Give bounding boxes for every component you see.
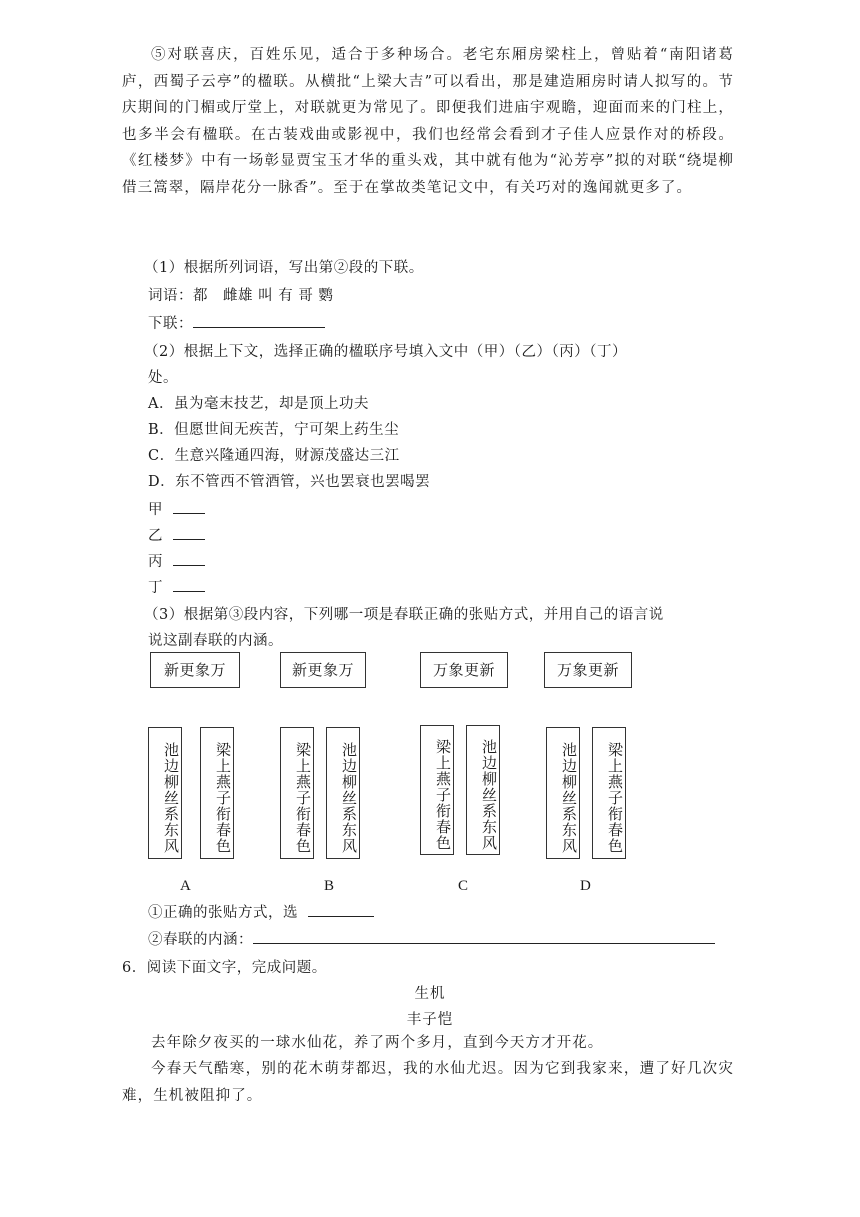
q2-blank-bing [148,550,205,571]
q3-sub2 [148,928,715,949]
q1-prompt: （1）根据所列词语，写出第②段的下联。 [144,260,424,276]
article-paragraph-2: 今春天气酷寒，别的花木萌芽都迟，我的水仙尤迟。因为它到我家来，遭了好几次灾难，生机被阻抑了。 [122,1061,734,1104]
q2-blank-label: 甲 [148,502,163,518]
option-label: D [580,878,591,894]
article-paragraph-1: 去年除夕夜买的一球水仙花，养了两个多月，直到今天方才开花。 [151,1035,604,1051]
option-label: C [458,878,469,894]
q2-option-b: B．但愿世间无疾苦，宁可架上药生尘 [148,422,400,438]
q2-prompt-line1: （2）根据上下文，选择正确的楹联序号填入文中（甲）（乙）（丙）（丁） [144,344,627,360]
right-scroll: 池边柳丝系东风 [326,727,360,859]
couplet-option-a [148,652,244,902]
right-scroll: 池边柳丝系东风 [466,725,500,855]
q2-option-d: D．东不管西不管酒管，兴也罢衰也罢喝罢 [148,474,431,490]
left-scroll: 梁上燕子衔春色 [280,727,314,859]
option-label: A [180,878,191,894]
right-scroll: 梁上燕子衔春色 [200,727,234,859]
horizontal-scroll: 万象更新 [544,652,632,688]
left-scroll: 池边柳丝系东风 [546,727,580,859]
q3-sub1 [148,901,374,922]
article-title: 生机 [414,986,446,1002]
q3-prompt-line1: （3）根据第③段内容，下列哪一项是春联正确的张贴方式，并用自己的语言说 [144,607,664,623]
q2-blank-label: 丁 [148,580,163,596]
q1-answer-label: 下联： [148,316,193,332]
q3-sub1-blank[interactable] [308,902,374,917]
q2-answer-blank[interactable] [173,499,205,514]
left-scroll: 梁上燕子衔春色 [420,725,454,855]
q1-answer-blank[interactable] [193,313,325,328]
horizontal-scroll: 新更象万 [150,652,240,688]
q2-answer-blank[interactable] [173,551,205,566]
option-label: B [324,878,335,894]
q6-heading: 6．阅读下面文字，完成问题。 [122,960,327,976]
horizontal-scroll: 新更象万 [280,652,366,688]
q3-prompt-line2: 说这副春联的内涵。 [148,633,283,649]
right-scroll: 梁上燕子衔春色 [592,727,626,859]
couplet-option-c [418,652,522,902]
q3-sub1-label: ①正确的张贴方式，选 [148,905,298,921]
q3-sub2-blank[interactable] [253,929,715,944]
q2-blank-yi [148,524,205,545]
q2-blank-jia [148,498,205,519]
q2-blank-label: 乙 [148,528,163,544]
left-scroll: 池边柳丝系东风 [148,727,182,859]
q2-option-c: C．生意兴隆通四海，财源茂盛达三江 [148,448,400,464]
horizontal-scroll: 万象更新 [420,652,508,688]
q2-answer-blank[interactable] [173,525,205,540]
q2-answer-blank[interactable] [173,577,205,592]
q2-option-a: A．虽为毫末技艺，却是顶上功夫 [148,396,369,412]
q3-sub2-label: ②春联的内涵： [148,932,253,948]
q1-answer-line [148,312,325,333]
couplet-option-d [544,652,648,902]
q2-prompt-line2: 处。 [148,370,178,386]
q1-words: 词语：都 雌雄 叫 有 哥 鹦 [148,288,334,304]
article-author: 丰子恺 [406,1012,454,1028]
couplet-option-b [278,652,382,902]
q2-blank-label: 丙 [148,554,163,570]
paragraph-5: ⑤对联喜庆，百姓乐见，适合于多种场合。老宅东厢房梁柱上，曾贴着“南阳诸葛庐，西蜀子云亭”的楹联。从横批“上梁大吉”可以看出，那是建造厢房时请人拟写的。节庆期间的门楣或厅堂上，对联就更为常见了。即便我们进庙宇观瞻，迎面而来的门柱上，也多半会有楹联。在古装戏曲或影视中，我们也经常会看到才子佳人应景作对的桥段。《红楼梦》中有一场彰显贾宝玉才华的重头戏，其中就有他为“沁芳亭”拟的对联“绕堤柳借三篙翠，隔岸花分一脉香”。至于在掌故类笔记文中，有关巧对的逸闻就更多了。 [122,47,734,196]
q2-blank-ding [148,576,205,597]
